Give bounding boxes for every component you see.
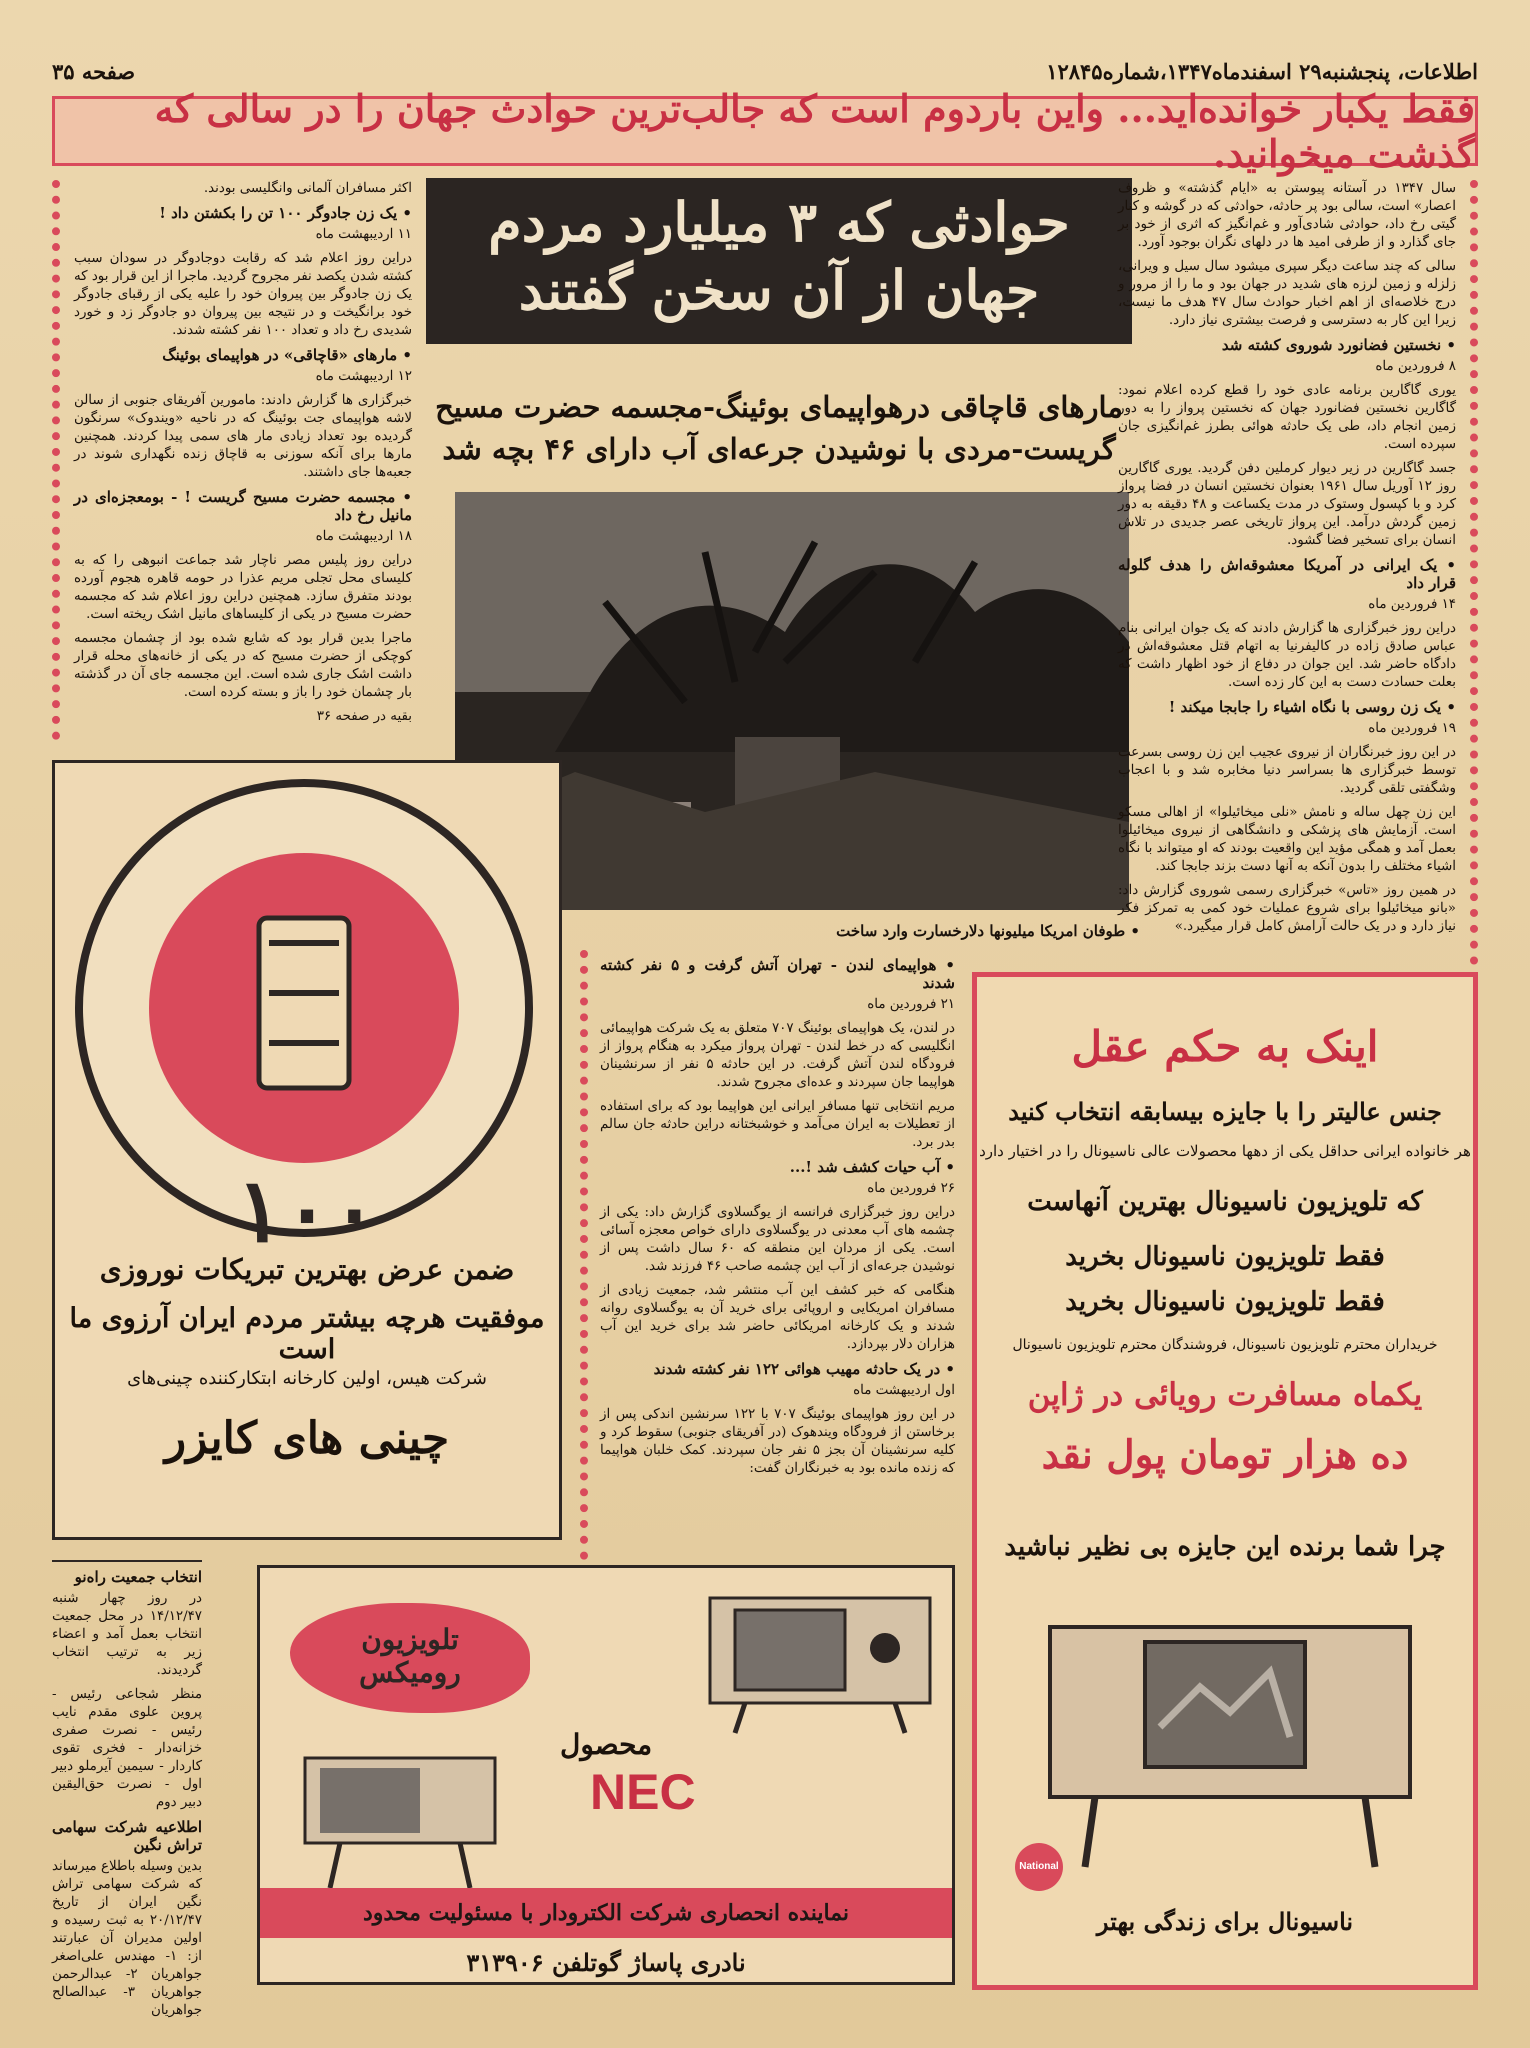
story-date: اول اردیبهشت ماه — [853, 1383, 955, 1398]
paragraph: یوری گاگارین برنامه عادی خود را قطع کرده اعلام نمود: گاگارین نخستین فضانورد جهان که نخستین پرواز را به دور زمین انجام داد، طی یک حادثه هوائی بطرز غم‌انگیزی جان سپرده است. — [1118, 383, 1456, 452]
product-label: محصول — [560, 1728, 653, 1761]
company-text: شرکت هیس، اولین کارخانه ابتکارکننده چینی‌های — [127, 1368, 487, 1389]
continued-note: بقیه در صفحه ۳۶ — [316, 709, 412, 724]
agent-band: نماینده انحصاری شرکت الکترودار با مسئولیت محدود — [260, 1888, 952, 1938]
ad-line-5: فقط تلویزیون ناسیونال بخرید — [1065, 1287, 1385, 1317]
page-number: صفحه ۳۵ — [52, 58, 136, 84]
headline-line-1: حوادثی که ۳ میلیارد مردم — [488, 190, 1070, 254]
story-heading: • آب حیات کشف شد !... — [789, 1158, 955, 1176]
address-text: نادری پاساژ گوتلفن ۳۱۳۹۰۶ — [466, 1948, 746, 1977]
right-column — [1118, 180, 1478, 965]
story-heading: • مجسمه حضرت مسیح گریست ! - بومعجزه‌ای در مانیل رخ داد — [74, 488, 412, 524]
issue-info: اطلاعات، پنجشنبه۲۹ اسفندماه۱۳۴۷،شماره۱۲۸۴۵ — [1046, 58, 1478, 84]
national-tv-ad — [972, 972, 1478, 1990]
paragraph: خبرگزاری ها گزارش دادند: مامورین آفریقای جنوبی از سالن لاشه هواپیمای جت بوئینگ که در ناحیه «ویندوک» سرنگون گردیده بود تعداد زیادی مار های سمی پیدا کردند. همچنین مارها برای آنکه سوزنی به قاچاق زنده نگهداری شوند در جعبه‌ها جای داشتند. — [74, 393, 412, 480]
photo-caption: • طوفان امریکا میلیونها دلارخسارت وارد ساخت — [836, 922, 1140, 940]
story-heading: • نخستین فضانورد شوروی کشته شد — [1221, 336, 1456, 354]
ad-line-2: هر خانواده ایرانی حداقل یکی از دهها محصولات عالی ناسیونال را در اختیار دارد — [979, 1142, 1471, 1160]
tv-cabinet-icon — [700, 1578, 940, 1738]
notices-column — [52, 1560, 202, 2018]
national-tv-icon — [1040, 1617, 1420, 1877]
notice-title: اطلاعیه شرکت سهامی تراش نگین — [52, 1818, 202, 1854]
paragraph: دراین روز خبرگزاری ها گزارش دادند که یک جوان ایرانی بنام عباس صادق زاده در کالیفرنیا به اتهام قتل معشوقه‌اش در دادگاه حاضر شد. این جوان در دفاع از خود اظهار داشت که بعلت حسادت دست به این کار زده است. — [1118, 621, 1456, 690]
center-column — [580, 950, 955, 1560]
paragraph: ماجرا بدین قرار بود که شایع شده بود از چشمان مجسمه کوچکی از حضرت مسیح که در یکی از خانه‌های محله قرار داشت اشک جاری شده است. این مجسمه جای آن در گذشته بار چشمان خود را باز و بسته کرده است. — [74, 631, 412, 700]
paragraph: این زن چهل ساله و نامش «نلی میخائیلوا» از اهالی مسکو است. آزمایش های پزشکی و دانشگاهی از نیروی میخائیلوا بعمل آمد و همگی مؤید این واقعیت بودند که او میتواند با نگاه اشیاء مختلف را بدون آنکه به آنها دست بزند جابجا کند. — [1118, 805, 1456, 874]
story-date: ۲۶ فروردین ماه — [867, 1181, 955, 1196]
story-heading: • هواپیمای لندن - تهران آتش گرفت و ۵ نفر کشته شدند — [600, 956, 955, 992]
ad-line-3: که تلویزیون ناسیونال بهترین آنهاست — [1027, 1187, 1423, 1217]
main-headline — [426, 178, 1132, 344]
ad-line-7: یکماه مسافرت رویائی در ژاپن — [1027, 1377, 1423, 1413]
subheadline — [426, 386, 1132, 470]
notice-title: انتخاب جمعیت راه‌نو — [74, 1568, 202, 1586]
story-date: ۲۱ فروردین ماه — [867, 997, 955, 1012]
story-heading: • یک زن جادوگر ۱۰۰ تن را بکشتن داد ! — [159, 204, 412, 222]
paragraph: در این روز خبرنگاران از نیروی عجیب این زن روسی بسرعت توسط خبرگزاری ها بسراسر دنیا مخابره شد و با اعجاب وشگفتی تلقی گردید. — [1118, 745, 1456, 796]
small-tv-icon — [295, 1753, 505, 1893]
ad-footer: ناسیونال برای زندگی بهتر — [1096, 1907, 1354, 1936]
plate-number: ۱۰۰ — [236, 1158, 378, 1262]
nec-brand-title: تلویزیون رومیکس — [359, 1623, 461, 1689]
paragraph: در همین روز «تاس» خبرگزاری رسمی شوروی گزارش داد: «بانو میخائیلوا برای شروع عملیات خود کمی به تمرکز فکر نیاز دارد و در یک حالت آرامش کامل قرار میگیرد.» — [1118, 883, 1456, 934]
paragraph: در این روز هواپیمای بوئینگ ۷۰۷ با ۱۲۲ سرنشین اندکی پس از برخاستن از فرودگاه ویندهوک (در آفریقای جنوبی) سقوط کرد و کلیه سرنشینان آن بجز ۵ نفر جان سپردند. کمک خلبان هواپیما که زنده مانده بود به خبرنگاران گفت: — [600, 1407, 955, 1476]
subhead-line-1: مارهای قاچاقی درهواپیمای بوئینگ-مجسمه حضرت مسیح — [435, 390, 1123, 424]
story-heading: • یک زن روسی با نگاه اشیاء را جابجا میکند ! — [1168, 698, 1456, 716]
paragraph: دراین روز اعلام شد که رقابت دوجادوگر در سودان سبب کشته شدن یکصد نفر مجروح گردید. ماجرا از این قرار بود که یک زن جادوگر بین پیروان خود را علیه یکی از رقبای جادوگر خود برانگیخت و در نتیجه بین پیروان دو جادوگر زد و خورد شدیدی رخ داد و تعداد ۱۰۰ نفر کشته شدند. — [74, 251, 412, 338]
paragraph: هنگامی که خبر کشف این آب منتشر شد، جمعیت زیادی از مسافران امریکایی و اروپائی برای خرید آن به یوگسلاوی روانه شدند و یک کارخانه امریکائی حاضر شد برای خرید این آب هزاران دلار بپردازد. — [600, 1283, 955, 1352]
ad-line-8: ده هزار تومان پول نقد — [1041, 1432, 1409, 1478]
left-column — [52, 180, 412, 740]
ad-line-4: فقط تلویزیون ناسیونال بخرید — [1065, 1242, 1385, 1272]
story-date: ۱۱ اردیبهشت ماه — [315, 227, 412, 242]
paragraph: در لندن، یک هواپیمای بوئینگ ۷۰۷ متعلق به یک شرکت هواپیمائی انگلیسی که در خط لندن - تهران پرواز میکرد به هنگام پرواز از فرودگاه لندن آتش گرفت. در این حادثه ۵ نفر از سرنشینان هواپیما جان سپردند و عده‌ای مجروح شدند. — [600, 1021, 956, 1090]
ad-title: اینک به حکم عقل — [1071, 1022, 1379, 1071]
ad-slogan-1: ضمن عرض بهترین تبریکات نوروزی — [99, 1253, 515, 1286]
story-date: ۱۴ فروردین ماه — [1368, 597, 1456, 612]
story-date: ۱۸ اردیبهشت ماه — [315, 529, 412, 544]
paragraph: مریم انتخابی تنها مسافر ایرانی این هواپیما بود که برای استفاده از تعطیلات به ایران می‌آمد و خوشبختانه دراین حادثه جان سالم بدر برد. — [600, 1099, 955, 1150]
paragraph: دراین روز پلیس مصر ناچار شد جماعت انبوهی را که به کلیسای محل تجلی مریم عذرا در حومه قاهره هجوم آورده بودند متفرق سازد. همچنین دراین روز اعلام شد که مجسمه حضرت مسیح در یکی از کلیساهای مانیل اشک ریخته است. — [74, 553, 412, 622]
paragraph: جسد گاگارین در زیر دیوار کرملین دفن گردید. یوری گاگارین روز ۱۲ آوریل سال ۱۹۶۱ بعنوان نخستین انسان در فضا پرواز کرد و با کپسول وستوک در مدت یکساعت و ۴۸ دقیقه به دور زمین گردش درآمد. این پرواز تاریخی عصر جدیدی در تلاش انسان برای تسخیر فضا گشود. — [1118, 461, 1457, 548]
story-heading: • در یک حادثه مهیب هوائی ۱۲۲ نفر کشته شدند — [653, 1360, 955, 1378]
headline-line-2: جهان از آن سخن گفتند — [518, 258, 1040, 322]
ad-line-6: خریداران محترم تلویزیون ناسیونال، فروشندگان محترم تلویزیون ناسیونال — [1012, 1337, 1438, 1353]
story-heading: • یک ایرانی در آمریکا معشوقه‌اش را هدف گلوله قرار داد — [1118, 556, 1456, 592]
notice-text: بدین وسیله باطلاع میرساند که شرکت سهامی تراش نگین ایران از تاریخ ۲۰/۱۲/۴۷ به ثبت رسیده و اولین مدیران آن عبارتند از: ۱- مهندس علی‌اصغر جواهریان ۲- عبدالرحمن جواهریان ۳- عبدالصالح جواهریان — [52, 1859, 202, 2018]
notice-list: منظر شجاعی رئیس - پروین علوی مقدم نایب رئیس - نصرت صفری خزانه‌دار - فخری تقوی کاردار - سیمین آیرملو دبیر اول - نصرت حق‌الیقین دبیر دوم — [52, 1687, 202, 1810]
subhead-line-2: گریست-مردی با نوشیدن جرعه‌ای آب دارای ۴۶ بچه شد — [442, 432, 1116, 466]
page-header — [52, 56, 1478, 86]
national-logo-badge: National — [1015, 1843, 1063, 1891]
paragraph: اکثر مسافران آلمانی وانگلیسی بودند. — [203, 181, 412, 196]
story-heading: • مارهای «قاچاقی» در هواپیمای بوئینگ — [162, 346, 412, 364]
top-banner: فقط یکبار خوانده‌اید... واین باردوم است که جالب‌ترین حوادث جهان را در سالی که گذشت میخوانید. — [52, 96, 1478, 166]
story-date: ۸ فروردین ماه — [1375, 359, 1456, 374]
notice-text: در روز چهار شنبه ۱۴/۱۲/۴۷ در محل جمعیت انتخاب بعمل آمد و اعضاء زیر به ترتیب انتخاب گردیدند. — [52, 1591, 202, 1678]
story-date: ۱۹ فروردین ماه — [1368, 721, 1456, 736]
intro-paragraph: سال ۱۳۴۷ در آستانه پیوستن به «ایام گذشته» و ظروف اعصار» است، سالی بود پر حادثه، حوادثی که در گوشه و کنار گیتی رخ داد، حوادثی شادی‌آور و غم‌انگیز که اثری از خود بر جای گذارد و از طرفی امید ها در دلهای نگران بوجود آورد. — [1118, 181, 1456, 250]
brand-logo: چینی های کایزر — [164, 1413, 450, 1464]
paragraph: دراین روز خبرگزاری فرانسه از یوگسلاوی گزارش داد: یکی از چشمه های آب معدنی در یوگسلاوی دارای خواص معجزه آسائی است. یکی از مردان این منطقه که ۶۰ سال داشت پس از نوشیدن جرعه‌ای از آب این چشمه صاحب ۴۶ فرزند شد. — [600, 1205, 955, 1274]
story-date: ۱۲ اردیبهشت ماه — [315, 369, 412, 384]
ad-line-9: چرا شما برنده این جایزه بی نظیر نباشید — [1004, 1532, 1446, 1562]
china-ad — [52, 760, 562, 1540]
ad-line-1: جنس عالیتر را با جایزه بیسابقه انتخاب کنید — [1008, 1097, 1442, 1126]
nec-tv-ad — [257, 1565, 955, 1985]
paragraph: سالی که چند ساعت دیگر سپری میشود سال سیل و ویرانی، زلزله و زمین لرزه های شدید در جهان بود و ما را از مرور و درج خلاصه‌ای از اهم اخبار حوادث سال ۴۷ هدف ما نیست، زیرا این کار به دسترسی و فرصت بیشتری نیاز دارد. — [1118, 259, 1456, 328]
ad-slogan-2: موفقیت هرچه بیشتر مردم ایران آرزوی ما است — [69, 1303, 545, 1365]
nec-logo-text: NEC — [590, 1764, 696, 1820]
